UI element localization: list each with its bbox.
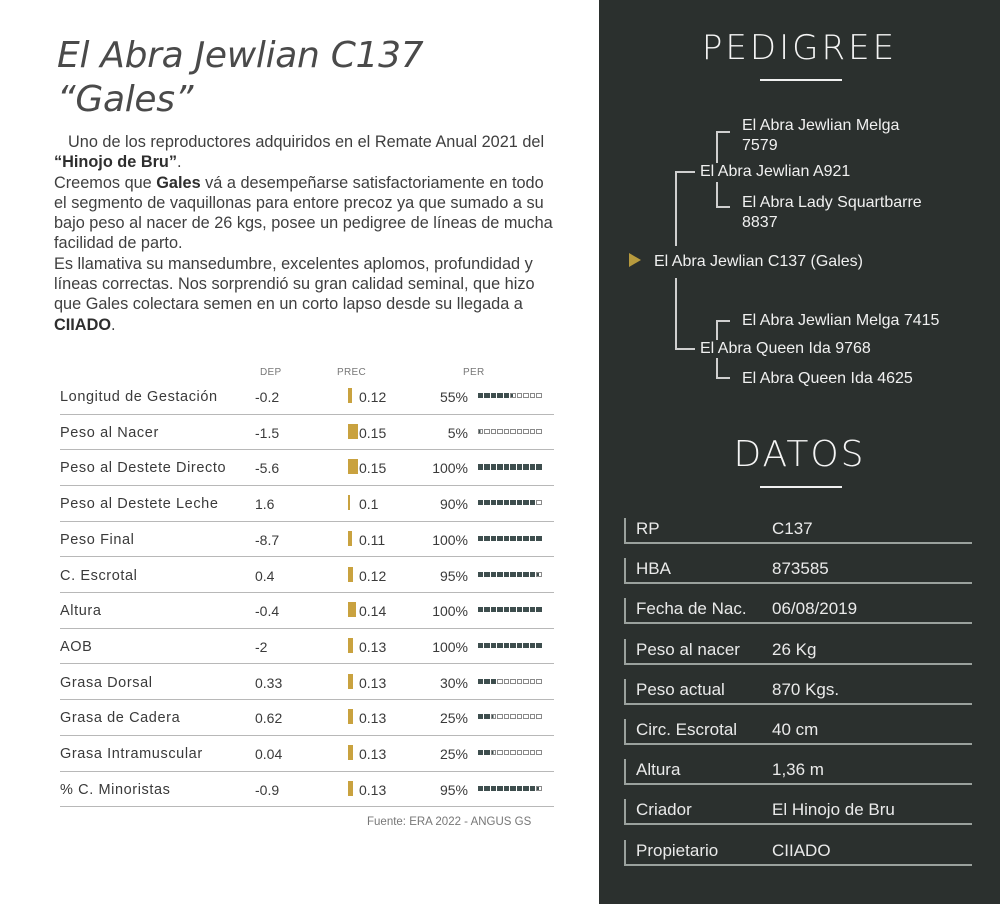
percentile-square (536, 607, 541, 612)
percentile-square (536, 643, 541, 648)
percentile-square (484, 643, 489, 648)
datos-row-hline (624, 622, 972, 624)
row-dep: 0.04 (255, 746, 283, 762)
percentile-square (530, 607, 535, 612)
percentile-square (517, 536, 522, 541)
tree-line-lower-vertical (675, 278, 677, 350)
row-prec: 0.11 (359, 531, 386, 548)
percentile-square (523, 750, 528, 755)
tree-line-dam-up (716, 320, 718, 340)
percentile-square (536, 750, 541, 755)
header-per: PER (463, 367, 485, 378)
percentile-square (478, 500, 483, 505)
percentile-square (497, 714, 502, 719)
pedigree-dam-sire: El Abra Jewlian Melga 7415 (742, 312, 940, 329)
title-line-2: “Gales” (57, 79, 194, 120)
datos-value: 870 Kgs. (772, 679, 840, 699)
prec-bar (348, 495, 350, 510)
row-label: AOB (60, 638, 93, 655)
row-per: 95% (439, 781, 468, 798)
datos-label: Peso actual (636, 679, 725, 699)
row-prec: 0.15 (359, 424, 387, 441)
datos-row-hline (624, 663, 972, 665)
row-dep: -2 (255, 638, 268, 655)
row-dep: 1.6 (255, 496, 275, 513)
row-dep: 0.33 (255, 674, 283, 691)
datos-row (621, 673, 972, 713)
datos-value: C137 (772, 519, 813, 538)
percentile-square (484, 429, 489, 434)
datos-value: CIIADO (772, 840, 831, 860)
row-label: Grasa Dorsal (60, 674, 153, 691)
intro-p3-a: Es llamativa su mansedumbre, excelentes aplomos, profundidad y líneas correctas. Nos sorprendió su gran calidad seminal, que hizo que Gales colectara semen en un corto lapso desde su llegada a (54, 254, 535, 314)
percentile-square (497, 750, 502, 755)
row-label: Grasa Intramuscular (60, 746, 203, 762)
datos-row (621, 512, 972, 552)
datos-row (621, 753, 972, 793)
pedigree-dam-dam: El Abra Queen Ida 4625 (742, 370, 913, 387)
percentile-square (484, 750, 489, 755)
datos-row-hline (624, 783, 972, 785)
intro-p1-c: . (177, 153, 182, 172)
percentile-square (510, 714, 515, 719)
row-dep: -8.7 (255, 531, 280, 548)
percentile-square (491, 714, 496, 719)
percentile-square (497, 429, 502, 434)
row-label: Grasa de Cadera (60, 710, 181, 727)
percentile-square (510, 500, 515, 505)
percentile-square (523, 536, 528, 541)
percentile-square (478, 607, 483, 612)
intro-text (54, 132, 554, 335)
datos-value: 1,36 m (772, 760, 824, 780)
pedigree-sire-sire-id: 7579 (742, 137, 778, 154)
pedigree-sire: El Abra Jewlian A921 (700, 163, 851, 180)
percentile-square (523, 607, 528, 612)
row-dep: -0.2 (255, 389, 280, 405)
row-label: Longitud de Gestación (60, 389, 218, 405)
percentile-square (523, 679, 528, 684)
percentile-square (478, 572, 483, 577)
header-prec: PREC (337, 367, 366, 378)
table-row (60, 700, 554, 736)
datos-value: 873585 (772, 559, 829, 579)
table-row (60, 415, 554, 451)
percentile-square (530, 393, 535, 398)
datos-label: HBA (636, 559, 671, 579)
intro-p3-b: CIIADO (54, 315, 111, 334)
percentile-square (504, 643, 509, 648)
percentile-square (530, 429, 535, 434)
row-prec: 0.13 (359, 746, 387, 762)
row-prec: 0.12 (359, 389, 387, 405)
row-per: 95% (439, 567, 468, 584)
percentile-square (517, 572, 522, 577)
prec-bar (348, 745, 353, 760)
percentile-square (530, 714, 535, 719)
percentile-square (497, 500, 502, 505)
row-per: 30% (439, 674, 468, 691)
intro-p1-a: Uno de los reproductores adquiridos en el Remate Anual 2021 del (68, 133, 545, 151)
datos-label: Circ. Escrotal (636, 720, 738, 739)
percentile-square (523, 500, 528, 505)
percentile-meter (478, 714, 542, 721)
percentile-square (536, 536, 541, 541)
prec-bar (348, 781, 353, 796)
intro-p1-b: “Hinojo de Bru” (54, 153, 178, 172)
table-row (60, 593, 554, 629)
percentile-square (497, 393, 502, 398)
percentile-meter (478, 393, 542, 400)
percentile-meter (478, 786, 542, 793)
datos-row-hline (624, 703, 972, 705)
datos-row-vline (624, 679, 626, 703)
percentile-square (536, 464, 541, 469)
percentile-square (484, 607, 489, 612)
tree-line-sire-h (675, 171, 695, 173)
percentile-meter (478, 679, 542, 686)
percentile-square (523, 429, 528, 434)
percentile-square (517, 714, 522, 719)
table-row (60, 379, 554, 415)
table-row (60, 736, 554, 772)
percentile-square (536, 679, 541, 684)
percentile-meter (478, 572, 542, 579)
percentile-square (530, 464, 535, 469)
subject-arrow-icon (629, 253, 641, 267)
row-prec: 0.13 (359, 638, 387, 655)
datos-row-vline (624, 759, 626, 783)
tree-line-sire-dam-h (716, 206, 730, 208)
datos-row-hline (624, 823, 972, 825)
datos-row-hline (624, 542, 972, 544)
datos-label: Altura (636, 760, 681, 780)
pedigree-sire-sire-name: El Abra Jewlian Melga (742, 117, 900, 134)
percentile-square (491, 429, 496, 434)
percentile-square (510, 679, 515, 684)
pedigree-rule (760, 79, 842, 81)
row-dep: -0.4 (255, 603, 280, 620)
percentile-square (517, 643, 522, 648)
table-row (60, 665, 554, 701)
percentile-square (530, 679, 535, 684)
percentile-square (504, 750, 509, 755)
datos-row (621, 793, 972, 833)
percentile-square (536, 500, 541, 505)
tree-line-dam-down (716, 358, 718, 378)
table-row (60, 772, 554, 808)
percentile-meter (478, 464, 542, 471)
row-dep: 0.4 (255, 567, 275, 584)
percentile-square (504, 714, 509, 719)
row-prec: 0.13 (359, 781, 387, 798)
percentile-square (491, 607, 496, 612)
percentile-meter (478, 607, 542, 614)
table-row (60, 522, 554, 558)
datos-label: Fecha de Nac. (636, 599, 747, 619)
prec-bar (348, 602, 356, 617)
percentile-square (504, 464, 509, 469)
row-per: 100% (432, 638, 468, 655)
percentile-square (517, 500, 522, 505)
percentile-square (491, 393, 496, 398)
percentile-square (478, 714, 483, 719)
pedigree-sire-dam (742, 193, 922, 233)
percentile-square (517, 750, 522, 755)
row-prec: 0.14 (359, 603, 387, 620)
percentile-square (510, 786, 515, 791)
table-source: Fuente: ERA 2022 - ANGUS GS (367, 816, 532, 828)
percentile-square (530, 786, 535, 791)
percentile-square (478, 750, 483, 755)
percentile-square (504, 786, 509, 791)
percentile-square (523, 393, 528, 398)
percentile-square (510, 607, 515, 612)
row-per: 90% (439, 496, 468, 513)
datos-row (621, 713, 972, 753)
datos-row-vline (624, 558, 626, 582)
datos-row-vline (624, 840, 626, 864)
pedigree-sire-dam-name: El Abra Lady Squartbarre (742, 194, 922, 211)
row-dep: 0.62 (255, 710, 283, 727)
right-panel (599, 0, 1000, 904)
datos-row (621, 552, 972, 592)
row-label: Altura (60, 603, 102, 620)
row-prec: 0.15 (359, 460, 387, 477)
row-label: C. Escrotal (60, 567, 138, 584)
percentile-square (491, 536, 496, 541)
tree-line-dam-sire-h (716, 320, 730, 322)
percentile-square (530, 536, 535, 541)
percentile-square (484, 393, 489, 398)
percentile-square (491, 572, 496, 577)
percentile-square (536, 786, 541, 791)
percentile-square (517, 393, 522, 398)
datos-row-vline (624, 598, 626, 622)
datos-rule (760, 486, 842, 488)
percentile-square (536, 393, 541, 398)
percentile-meter (478, 750, 542, 757)
prec-bar (348, 459, 358, 474)
percentile-square (517, 786, 522, 791)
percentile-square (484, 679, 489, 684)
prec-bar (348, 709, 353, 724)
percentile-square (530, 750, 535, 755)
tree-line-dam-h (675, 348, 695, 350)
pedigree-dam: El Abra Queen Ida 9768 (700, 340, 871, 357)
percentile-square (484, 572, 489, 577)
percentile-square (497, 536, 502, 541)
percentile-square (491, 679, 496, 684)
intro-p2-b: Gales (156, 173, 201, 192)
percentile-meter (478, 643, 542, 650)
percentile-square (478, 679, 483, 684)
percentile-square (504, 429, 509, 434)
percentile-meter (478, 536, 542, 543)
percentile-meter (478, 429, 542, 436)
tree-line-sire-up (716, 131, 718, 163)
datos-row-vline (624, 518, 626, 542)
tree-line-upper-vertical (675, 171, 677, 246)
percentile-square (510, 572, 515, 577)
prec-bar (348, 638, 353, 653)
header-dep: DEP (260, 367, 282, 378)
percentile-square (478, 464, 483, 469)
row-dep: -1.5 (255, 424, 280, 441)
datos-label: Propietario (636, 840, 719, 860)
percentile-square (491, 464, 496, 469)
datos-heading: DATOS (733, 434, 866, 475)
datos-value: 06/08/2019 (772, 599, 858, 619)
percentile-square (504, 536, 509, 541)
prec-bar (348, 424, 358, 439)
prec-bar (348, 531, 352, 546)
percentile-square (478, 393, 483, 398)
row-dep: -5.6 (255, 460, 280, 477)
percentile-square (484, 714, 489, 719)
row-per: 100% (432, 603, 468, 620)
datos-value: 26 Kg (772, 639, 817, 659)
row-label: Peso al Destete Leche (60, 496, 219, 513)
percentile-square (523, 786, 528, 791)
percentile-square (523, 643, 528, 648)
prec-bar (348, 388, 352, 403)
percentile-square (484, 500, 489, 505)
datos-row (621, 633, 972, 673)
row-per: 55% (439, 389, 468, 405)
percentile-square (510, 750, 515, 755)
percentile-square (497, 786, 502, 791)
percentile-square (491, 750, 496, 755)
datos-row-hline (624, 864, 972, 866)
percentile-square (497, 464, 502, 469)
row-prec: 0.13 (359, 710, 387, 727)
table-row (60, 486, 554, 522)
percentile-square (491, 500, 496, 505)
row-per: 100% (432, 460, 468, 477)
datos-row-hline (624, 582, 972, 584)
pedigree-subject: El Abra Jewlian C137 (Gales) (654, 253, 863, 270)
percentile-square (510, 429, 515, 434)
percentile-square (536, 429, 541, 434)
row-prec: 0.13 (359, 674, 387, 691)
percentile-square (497, 679, 502, 684)
percentile-square (517, 464, 522, 469)
percentile-square (536, 714, 541, 719)
row-label: Peso al Nacer (60, 424, 159, 441)
percentile-square (478, 536, 483, 541)
datos-row-hline (624, 743, 972, 745)
datos-value: El Hinojo de Bru (772, 800, 895, 820)
datos-value: 40 cm (772, 720, 819, 739)
percentile-square (530, 572, 535, 577)
percentile-square (478, 643, 483, 648)
datos-row (621, 834, 972, 874)
datos-row (621, 592, 972, 632)
row-prec: 0.12 (359, 567, 387, 584)
row-prec: 0.1 (359, 496, 379, 513)
table-row (60, 450, 554, 486)
row-label: % C. Minoristas (60, 781, 171, 798)
percentile-square (497, 643, 502, 648)
percentile-square (517, 429, 522, 434)
row-per: 5% (447, 424, 468, 441)
prec-bar (348, 674, 353, 689)
row-per: 100% (432, 531, 468, 548)
percentile-square (510, 536, 515, 541)
tree-line-sire-sire-h (716, 131, 730, 133)
tree-line-sire-down (716, 182, 718, 208)
prec-bar (348, 567, 353, 582)
datos-label: Criador (636, 800, 692, 820)
percentile-square (491, 643, 496, 648)
percentile-square (504, 393, 509, 398)
page-title (57, 34, 577, 122)
percentile-square (523, 714, 528, 719)
percentile-square (530, 643, 535, 648)
intro-p2-c: vá a desempeñarse satisfactoriamente en todo el segmento de vaquillonas para entore precoz ya que sumado a su bajo peso al nacer de 26 kgs, posee un pedigree de líneas de mucha facilidad de parto. (54, 173, 553, 253)
row-label: Peso Final (60, 531, 135, 548)
percentile-square (523, 572, 528, 577)
pedigree-sire-dam-id: 8837 (742, 214, 778, 231)
percentile-meter (478, 500, 542, 507)
datos-row-vline (624, 639, 626, 663)
percentile-square (523, 464, 528, 469)
row-per: 25% (439, 710, 468, 727)
percentile-square (484, 536, 489, 541)
percentile-square (517, 679, 522, 684)
percentile-square (530, 500, 535, 505)
percentile-square (478, 429, 483, 434)
datos-row-vline (624, 719, 626, 743)
pedigree-sire-sire (742, 116, 899, 156)
percentile-square (510, 643, 515, 648)
percentile-square (478, 786, 483, 791)
percentile-square (536, 572, 541, 577)
percentile-square (504, 500, 509, 505)
row-per: 25% (439, 746, 468, 762)
percentile-square (504, 607, 509, 612)
percentile-square (491, 786, 496, 791)
percentile-square (504, 679, 509, 684)
percentile-square (484, 786, 489, 791)
percentile-square (497, 607, 502, 612)
datos-row-vline (624, 799, 626, 823)
intro-p3-c: . (110, 315, 116, 334)
percentile-square (504, 572, 509, 577)
datos-label: Peso al nacer (636, 639, 740, 659)
datos-label: RP (636, 519, 660, 538)
percentile-square (510, 464, 515, 469)
percentile-square (510, 393, 515, 398)
row-dep: -0.9 (255, 781, 280, 798)
pedigree-heading: PEDIGREE (701, 28, 898, 68)
table-row (60, 558, 554, 594)
percentile-square (517, 607, 522, 612)
percentile-square (484, 464, 489, 469)
table-row (60, 629, 554, 665)
tree-line-dam-dam-h (716, 377, 730, 379)
row-label: Peso al Destete Directo (60, 460, 227, 477)
title-line-1: El Abra Jewlian C137 (57, 35, 424, 76)
percentile-square (497, 572, 502, 577)
intro-p2-a: Creemos que (54, 173, 157, 192)
